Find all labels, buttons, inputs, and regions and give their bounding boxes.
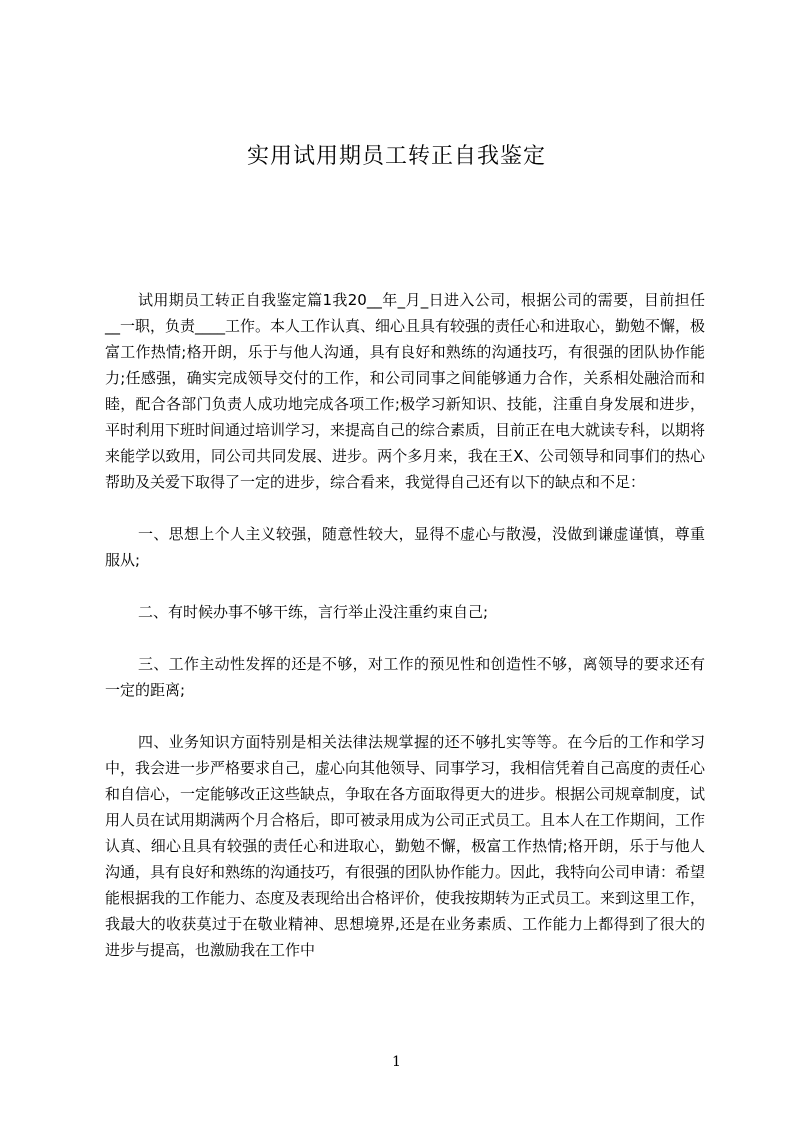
paragraph-spacer	[105, 703, 705, 729]
paragraph-spacer	[105, 625, 705, 651]
paragraph-point-1: 一、思想上个人主义较强，随意性较大，显得不虚心与散漫，没做到谦虚谨慎，尊重服从;	[105, 525, 705, 569]
paragraph-intro: 试用期员工转正自我鉴定篇1我20__年_月_日进入公司，根据公司的需要，目前担任__一职，负责____工作。本人工作认真、细心且具有较强的责任心和进取心，勤勉不懈，极富工作热情;格开朗，乐于与他人沟通，具有良好和熟练的沟通技巧，有很强的团队协作能力;任感强，确实完成领导交付的工作，和公司同事之间能够通力合作，关系相处融洽而和睦，配合各部门负责人成功地完成各项工作;极学习新知识、技能，注重自身发展和进步，平时利用下班时间通过培训学习，来提高自己的综合素质，目前正在电大就读专科，以期将来能学以致用，同公司共同发展、进步。两个多月来，我在王X、公司领导和同事们的热心帮助及关爱下取得了一定的进步，综合看来，我觉得自己还有以下的缺点和不足：	[105, 291, 706, 491]
paragraph-point-3: 三、工作主动性发挥的还是不够，对工作的预见性和创造性不够，离领导的要求还有一定的距离;	[105, 655, 705, 699]
paragraph-spacer	[105, 495, 705, 521]
document-title: 实用试用期员工转正自我鉴定	[246, 144, 546, 169]
paragraph-spacer	[105, 573, 705, 599]
document-body	[105, 287, 705, 963]
page-number: 1	[392, 1054, 401, 1070]
paragraph-point-4: 四、业务知识方面特别是相关法律法规掌握的还不够扎实等等。在今后的工作和学习中，我会进一步严格要求自己，虚心向其他领导、同事学习，我相信凭着自己高度的责任心和自信心，一定能够改正这些缺点，争取在各方面取得更大的进步。根据公司规章制度，试用人员在试用期满两个月合格后，即可被录用成为公司正式员工。且本人在工作期间，工作认真、细心且具有较强的责任心和进取心，勤勉不懈，极富工作热情;格开朗，乐于与他人沟通，具有良好和熟练的沟通技巧，有很强的团队协作能力。因此，我特向公司申请：希望能根据我的工作能力、态度及表现给出合格评价，使我按期转为正式员工。来到这里工作，我最大的收获莫过于在敬业精神、思想境界,还是在业务素质、工作能力上都得到了很大的进步与提高，也激励我在工作中	[105, 733, 706, 959]
paragraph-point-2: 二、有时候办事不够干练，言行举止没注重约束自己;	[138, 603, 489, 621]
